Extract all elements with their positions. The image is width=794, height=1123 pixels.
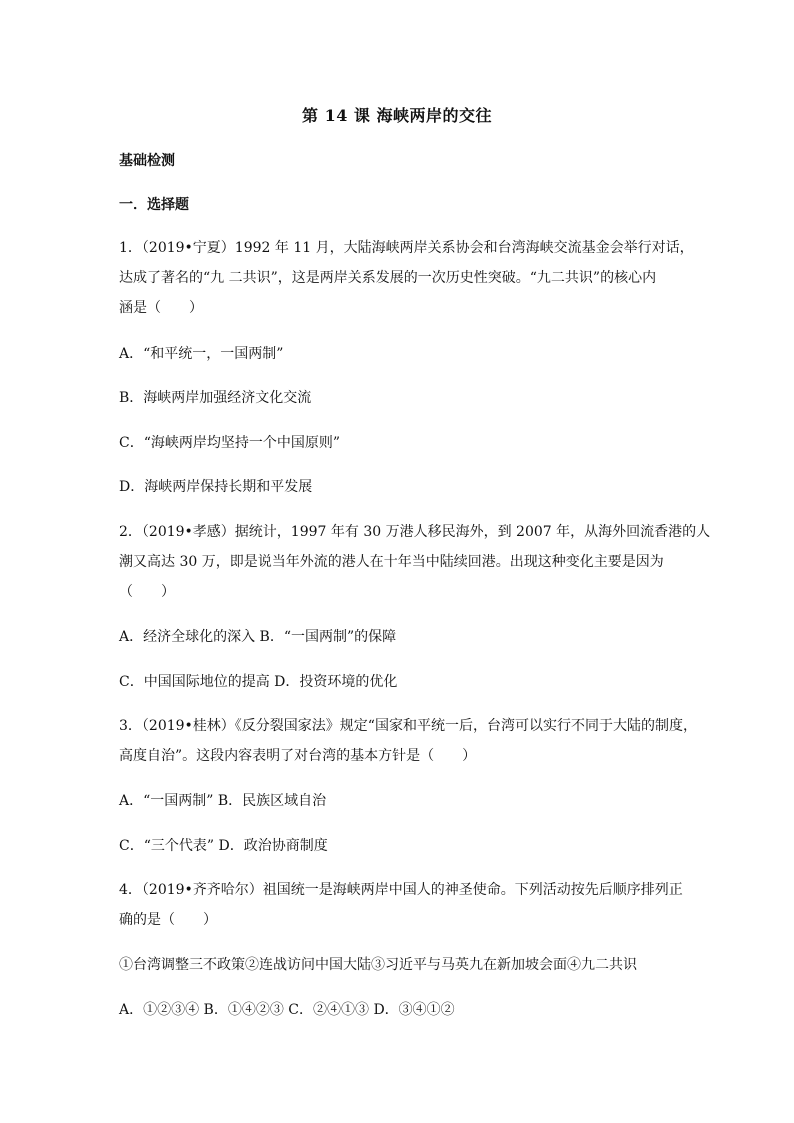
question-4-line-2: 确的是（ ） [119,912,217,928]
question-4-line-1: 4．（2019•齐齐哈尔）祖国统一是海峡两岸中国人的神圣使命。下列活动按先后顺序排列正 [119,882,683,898]
question-4-options: A．①②③④ B．①④②③ C．②④①③ D．③④①② [119,1002,455,1018]
question-2-line-3: （ ） [119,584,175,600]
question-2-line-2: 潮又高达 30 万，即是说当年外流的港人在十年当中陆续回港。出现这种变化主要是因为 [119,554,664,570]
section-heading: 基础检测 [119,153,175,169]
question-3-line-1: 3．（2019•桂林）《反分裂国家法》规定“国家和平统一后，台湾可以实行不同于大陆的制度， [119,718,697,734]
question-2-options-ab: A．经济全球化的深入 B．“一国两制”的保障 [119,629,397,645]
subsection-heading: 一．选择题 [119,197,189,213]
question-1-option-a: A．“和平统一，一国两制” [119,346,284,362]
question-1-line-1: 1．（2019•宁夏）1992 年 11 月，大陆海峡两岸关系协会和台湾海峡交流基金会举行对话， [119,240,694,256]
question-3-options-cd: C．“三个代表” D．政治协商制度 [119,838,328,854]
question-1-option-c: C．“海峡两岸均坚持一个中国原则” [119,435,341,451]
question-3-line-2: 高度自治”。这段内容表明了对台湾的基本方针是（ ） [119,748,477,764]
question-2-options-cd: C．中国国际地位的提高 D．投资环境的优化 [119,674,398,690]
question-1-line-2: 达成了著名的“九 二共识”，这是两岸关系发展的一次历史性突破。“九二共识”的核心内 [119,270,657,286]
question-4-statements: ①台湾调整三不政策②连战访问中国大陆③习近平与马英九在新加坡会面④九二共识 [119,957,637,973]
question-1-line-3: 涵是（ ） [119,300,203,316]
question-2-line-1: 2．（2019•孝感）据统计，1997 年有 30 万港人移民海外，到 2007 年，从海外回流香港的人 [119,524,711,540]
page-title: 第 14 课 海峡两岸的交往 [302,106,492,125]
question-1-option-b: B．海峡两岸加强经济文化交流 [119,390,312,406]
question-1-option-d: D．海峡两岸保持长期和平发展 [119,479,313,495]
question-3-options-ab: A．“一国两制” B．民族区域自治 [119,793,327,809]
